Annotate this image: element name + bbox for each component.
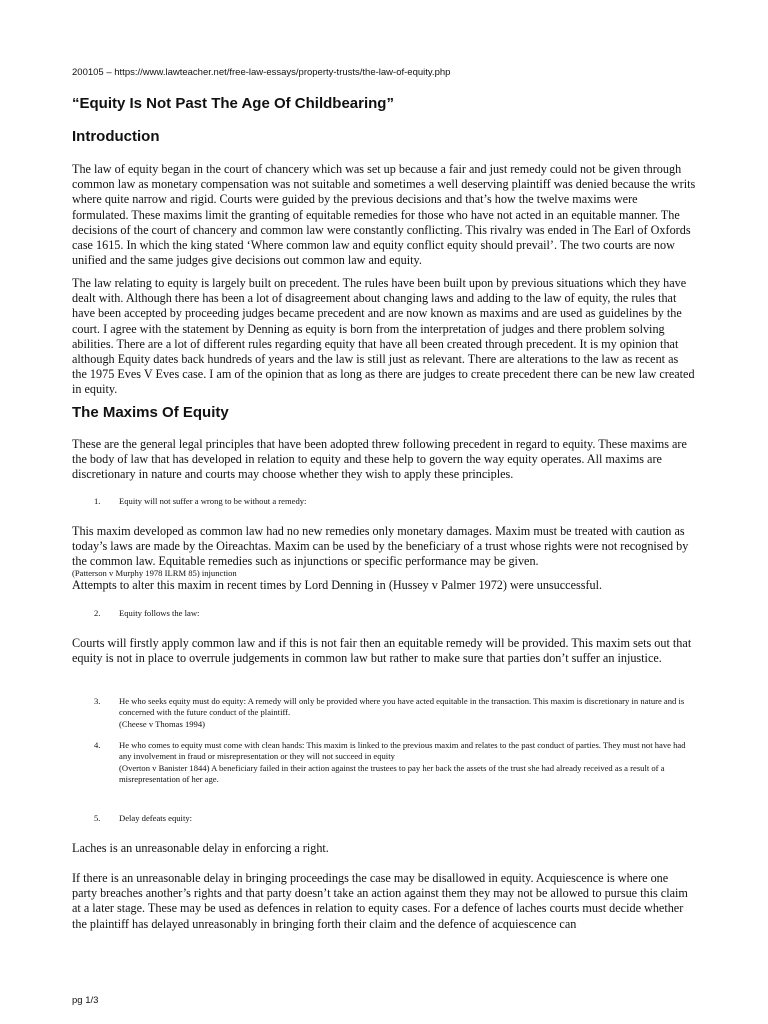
intro-paragraph-2: The law relating to equity is largely built on precedent. The rules have been built upon by previous situations which they have dealt with. Although there has been a lot of disagreement about changing laws and adding to the law of equity, the rules that have been accepted by proceeding judges became precedent and are now known as maxims and are used as guidelines by the court. I agree with the statement by Denning as equity is born from the interpretation of judges and there problem solving abilities. There are a lot of different rules regarding equity that have all been created through precedent. It is my opinion that although Equity dates back hundreds of years and the law is still just as relevant. There are alterations to the law as recent as the 1975 Eves V Eves case. I am of the opinion that as long as there are judges to create precedent there can be new law created in equity. <box>72 276 695 397</box>
maxim-2-paragraph: Courts will firstly apply common law and if this is not fair then an equitable remedy will be provided. This maxim sets out that equity is not in place to overrule judgements in common law but rather to make sure that parties don’t suffer an injustice. <box>72 636 692 666</box>
section-heading-introduction: Introduction <box>72 128 160 145</box>
maxim-4-text: He who comes to equity must come with clean hands: This maxim is linked to the previous maxim and relates to the past conduct of parties. They must not have had any involvement in fraud or misrepresentation or they will not succeed in equity <box>119 740 686 762</box>
page-title: “Equity Is Not Past The Age Of Childbearing” <box>72 95 394 112</box>
section-heading-maxims: The Maxims Of Equity <box>72 404 229 421</box>
maxim-1-paragraph: This maxim developed as common law had no new remedies only monetary damages. Maxim must be treated with caution as today’s laws are made by the Oireachtas. Maxim can be used by the beneficiary of a trust whose rights were not recognised by the common law. Equitable remedies such as injunctions or specific performance may be given. <box>72 524 689 569</box>
maxim-3-text: He who seeks equity must do equity: A remedy will only be provided where you have acted equitable in the transaction. This maxim is discretionary in nature and is concerned with the future conduct of the plaintiff. <box>119 696 685 718</box>
maxim-1-paragraph-2: Attempts to alter this maxim in recent times by Lord Denning in (Hussey v Palmer 1972) were unsuccessful. <box>72 578 603 592</box>
intro-paragraph-1: The law of equity began in the court of chancery which was set up because a fair and just remedy could not be given through common law as monetary compensation was not suitable and sometimes a well deserving plaintiff was denied because the writs where quite narrow and rigid. Courts were guided by the previous decisions and that’s how the twelve maxims were formulated. These maxims limit the granting of equitable remedies for those who have not acted in an equitable manner. The decisions of the court of chancery and common law were constantly conflicting. This rivalry was ended in The Earl of Oxfords case 1615. In which the king stated ‘Where common law and equity conflict equity should prevail’. The two courts are now unified and the same judges give decisions out common law and equity. <box>72 162 696 268</box>
maxim-1-case-citation: (Patterson v Murphy 1978 ILRM 85) injunction <box>72 568 237 578</box>
list-number: 2. <box>94 608 101 618</box>
list-text: Equity follows the law: <box>119 608 200 618</box>
list-text <box>119 740 696 786</box>
maxims-intro-paragraph: These are the general legal principles that have been adopted threw following precedent in regard to equity. These maxims are the body of law that has developed in relation to equity and these help to govern the way equity operates. All maxims are discretionary in nature and courts may choose whether they wish to apply these principles. <box>72 437 687 482</box>
list-text: Equity will not suffer a wrong to be without a remedy: <box>119 496 307 506</box>
maxim-3-case-citation: (Cheese v Thomas 1994) <box>119 718 206 729</box>
list-text <box>119 696 696 730</box>
maxim-5-paragraph-2: If there is an unreasonable delay in bringing proceedings the case may be disallowed in equity. Acquiescence is where one party breaches another’s rights and that party doesn’t take an action against them they may not be allowed to pursue this claim at a later stage. These may be used as defences in relation to equity cases. For a defence of laches courts must decide whether the plaintiff has delayed unreasonably in bringing forth their claim and the defence of acquiescence can <box>72 871 688 931</box>
list-number: 3. <box>94 696 101 706</box>
list-text: Delay defeats equity: <box>119 813 193 823</box>
page-number-footer: pg 1/3 <box>72 995 99 1006</box>
page-header-url: 200105 – https://www.lawteacher.net/free-law-essays/property-trusts/the-law-of-equity.php <box>72 67 451 78</box>
maxim-5-paragraph-1: Laches is an unreasonable delay in enforcing a right. <box>72 841 329 855</box>
list-number: 5. <box>94 813 101 823</box>
maxim-4-case-citation: (Overton v Banister 1844) A beneficiary failed in their action against the trustees to pay her back the assets of the trust she had already received as a result of a misrepresentation of her age. <box>119 762 665 785</box>
list-number: 1. <box>94 496 101 506</box>
list-number: 4. <box>94 740 101 750</box>
